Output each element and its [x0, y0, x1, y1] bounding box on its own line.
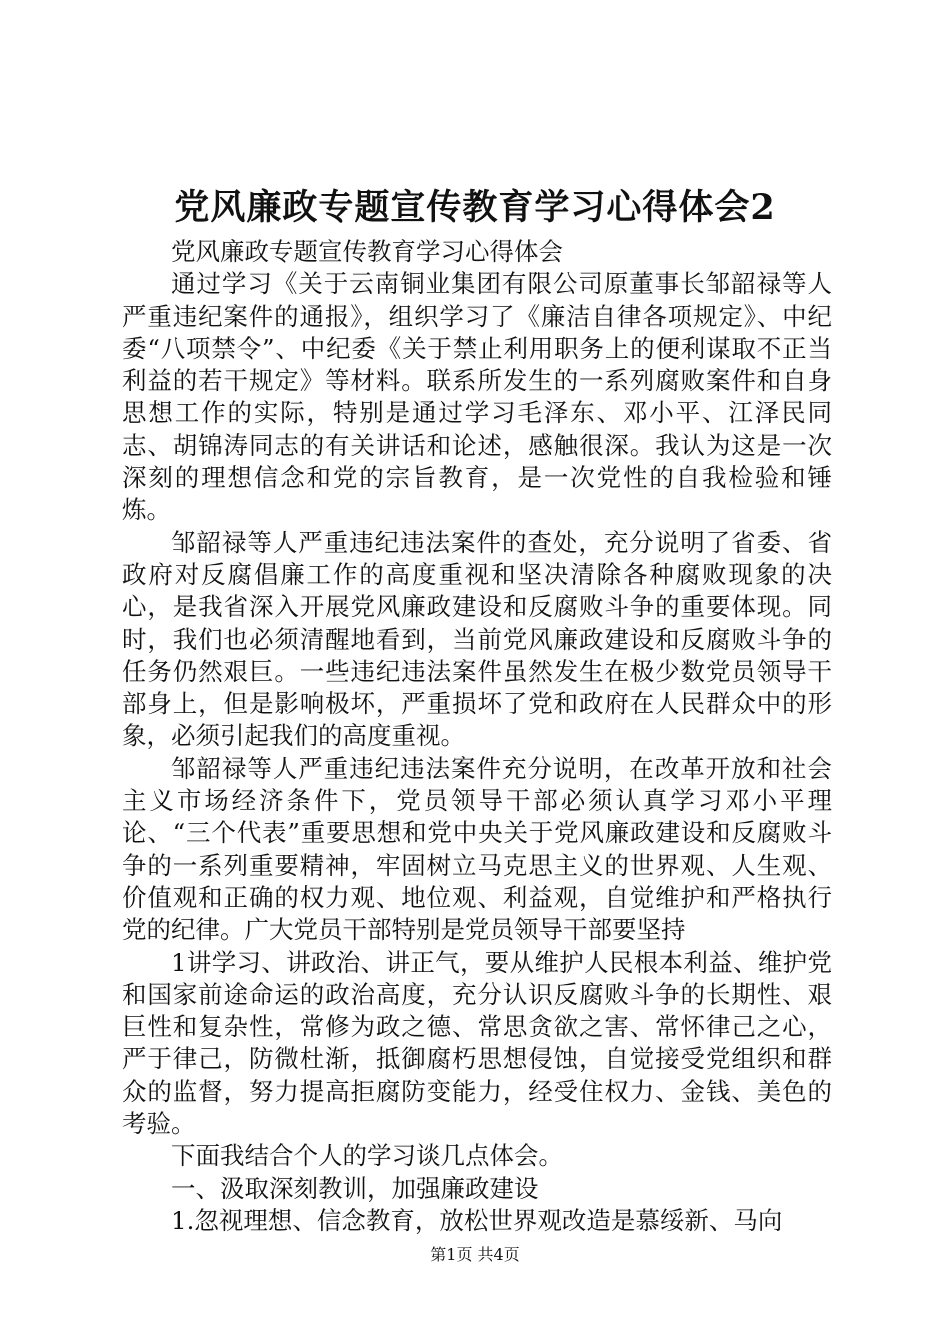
page-number-footer: 第1页 共4页: [430, 1245, 520, 1264]
document-body: [122, 236, 832, 1237]
paragraph: 下面我结合个人的学习谈几点体会。: [171, 1141, 563, 1171]
paragraph: 1.忽视理想、信念教育，放松世界观改造是慕绥新、马向: [171, 1205, 783, 1235]
paragraph: 通过学习《关于云南铜业集团有限公司原董事长邹韶禄等人严重违纪案件的通报》，组织学习了《廉洁自律各项规定》、中纪委“八项禁令”、中纪委《关于禁止利用职务上的便利谋取不正当利益的若干规定》等材料。联系所发生的一系列腐败案件和自身思想工作的实际，特别是通过学习毛泽东、邓小平、江泽民同志、胡锦涛同志的有关讲话和论述，感触很深。我认为这是一次深刻的理想信念和党的宗旨教育，是一次党性的自我检验和锤炼。: [122, 269, 832, 525]
paragraph: 邹韶禄等人严重违纪违法案件的查处，充分说明了省委、省政府对反腐倡廉工作的高度重视和坚决清除各种腐败现象的决心，是我省深入开展党风廉政建设和反腐败斗争的重要体现。同时，我们也必须清醒地看到，当前党风廉政建设和反腐败斗争的任务仍然艰巨。一些违纪违法案件虽然发生在极少数党员领导干部身上，但是影响极坏，严重损坏了党和政府在人民群众中的形象，必须引起我们的高度重视。: [122, 527, 832, 751]
document-title: 党风廉政专题宣传教育学习心得体会2: [174, 187, 776, 228]
section-heading: 一、汲取深刻教训，加强廉政建设: [171, 1173, 539, 1203]
paragraph-subtitle: 党风廉政专题宣传教育学习心得体会: [171, 237, 563, 266]
paragraph: 邹韶禄等人严重违纪违法案件充分说明，在改革开放和社会主义市场经济条件下，党员领导干部必须认真学习邓小平理论、“三个代表”重要思想和党中央关于党风廉政建设和反腐败斗争的一系列重要精神，牢固树立马克思主义的世界观、人生观、价值观和正确的权力观、地位观、利益观，自觉维护和严格执行党的纪律。广大党员干部特别是党员领导干部要坚持: [122, 753, 832, 945]
paragraph: 1讲学习、讲政治、讲正气，要从维护人民根本利益、维护党和国家前途命运的政治高度，充分认识反腐败斗争的长期性、艰巨性和复杂性，常修为政之德、常思贪欲之害、常怀律己之心，严于律己，防微杜渐，抵御腐朽思想侵蚀，自觉接受党组织和群众的监督，努力提高拒腐防变能力，经受住权力、金钱、美色的考验。: [122, 947, 832, 1139]
